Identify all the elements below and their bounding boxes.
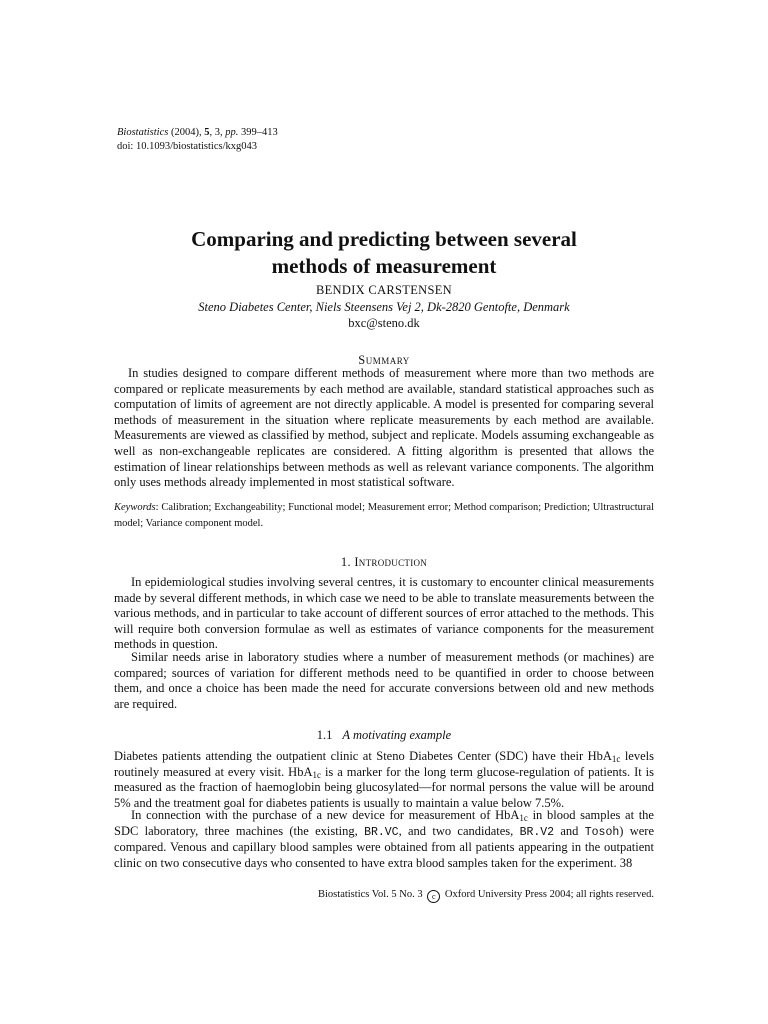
journal-volume: 5 [204, 127, 210, 138]
pages-label: pp. [225, 127, 239, 138]
machine-name-tosoh: Tosoh [584, 825, 620, 839]
subscript-1c: 1c [312, 769, 321, 780]
subsection-title: A motivating example [342, 728, 452, 742]
keywords-label: Keywords [114, 502, 156, 513]
machine-name-brv2: BR.V2 [519, 825, 555, 839]
doi-line: doi: 10.1093/biostatistics/kxg043 [117, 141, 258, 152]
text-run: , and two candidates, [398, 823, 520, 838]
article-title [0, 226, 768, 280]
footer-journal: Biostatistics Vol. 5 No. 3 [318, 889, 423, 900]
text-run: levels routinely measured at every visit. HbA [114, 749, 654, 779]
subscript-1c: 1c [611, 754, 621, 764]
journal-year: (2004), [170, 127, 202, 138]
intro-paragraph-2: Similar needs arise in laboratory studies where a number of measurement methods (or machines) are compared; sources of variation for different methods need to be quantified in order to choose between them, and once a choice has been made the need for accurate conversions between old and new methods are required. [114, 650, 654, 711]
keywords-block [114, 500, 654, 531]
copyright-icon: c [427, 890, 440, 903]
title-line-2: methods of measurement [271, 254, 497, 278]
author-affiliation: Steno Diabetes Center, Niels Steensens Vej 2, Dk-2820 Gentofte, Denmark [198, 300, 570, 314]
summary-text: In studies designed to compare different methods of measurement where more than two methods are compared or replicate measurements by each method are available, standard statistical approaches such as computation of limits of agreement are not directly applicable. A model is presented for comparing several methods of measurement in the situation where replicate measurements by each method are available. Measurements are viewed as classified by method, subject and replicate. Models assuming exchangeable as well as non-exchangeable replicates are considered. A fitting algorithm is presented that allows the estimation of linear relationships between methods as well as relevant variance components. The algorithm only uses methods already implemented in most statistical software. [114, 366, 654, 490]
example-paragraph-1 [114, 749, 654, 811]
subscript-1c: 1c [519, 813, 528, 823]
text-run: Diabetes patients attending the outpatient clinic at Steno Diabetes Center (SDC) have their HbA [114, 749, 612, 763]
text-run: and [554, 823, 585, 838]
journal-issue: , 3, [209, 127, 223, 138]
copyright-footer [0, 889, 654, 903]
text-run: in blood samples at the SDC laboratory, three machines (the existing, [114, 808, 654, 838]
section-title: Introduction [354, 555, 428, 569]
example-paragraph-2 [114, 808, 654, 871]
summary-heading: Summary [358, 353, 410, 367]
text-run: In connection with the purchase of a new device for measurement of HbA [131, 808, 520, 822]
author-name: BENDIX CARSTENSEN [315, 283, 452, 297]
subsection-number: 1.1 [316, 728, 333, 742]
section-heading-introduction [0, 555, 768, 570]
subsection-heading [0, 728, 768, 743]
footer-publisher: Oxford University Press 2004; all rights reserved. [444, 889, 654, 900]
title-line-1: Comparing and predicting between several [191, 227, 577, 251]
section-number: 1. [340, 555, 351, 569]
journal-pages: 399–413 [240, 127, 278, 138]
machine-name-brvc: BR.VC [364, 825, 399, 839]
intro-paragraph-1: In epidemiological studies involving several centres, it is customary to encounter clinical measurements made by several different methods, in which case we need to be able to translate measurements between the various methods, and in particular to take account of different sources of error attached to the methods. This will require both conversion formulae as well as estimates of variance components for the measurement methods in question. [114, 575, 654, 652]
journal-name: Biostatistics [117, 127, 169, 138]
keywords-text: : Calibration; Exchangeability; Functional model; Measurement error; Method comparison; Prediction; Ultrastructural model; Variance component model. [114, 502, 654, 529]
citation-block [117, 126, 278, 154]
author-email: bxc@steno.dk [348, 316, 420, 330]
text-run: ) were compared. Venous and capillary blood samples were obtained from all patients appearing in the outpatient clinic on two consecutive days who consented to have extra blood samples taken for the experiment. 38 [114, 823, 654, 870]
journal-citation [117, 126, 278, 140]
text-run: is a marker for the long term glucose-regulation of patients. It is measured as the fraction of haemoglobin being glucosylated—for normal persons the value will be around 5% and the treatment goal for diabetes patients is usually to maintain a value below 7.5%. [114, 764, 654, 810]
